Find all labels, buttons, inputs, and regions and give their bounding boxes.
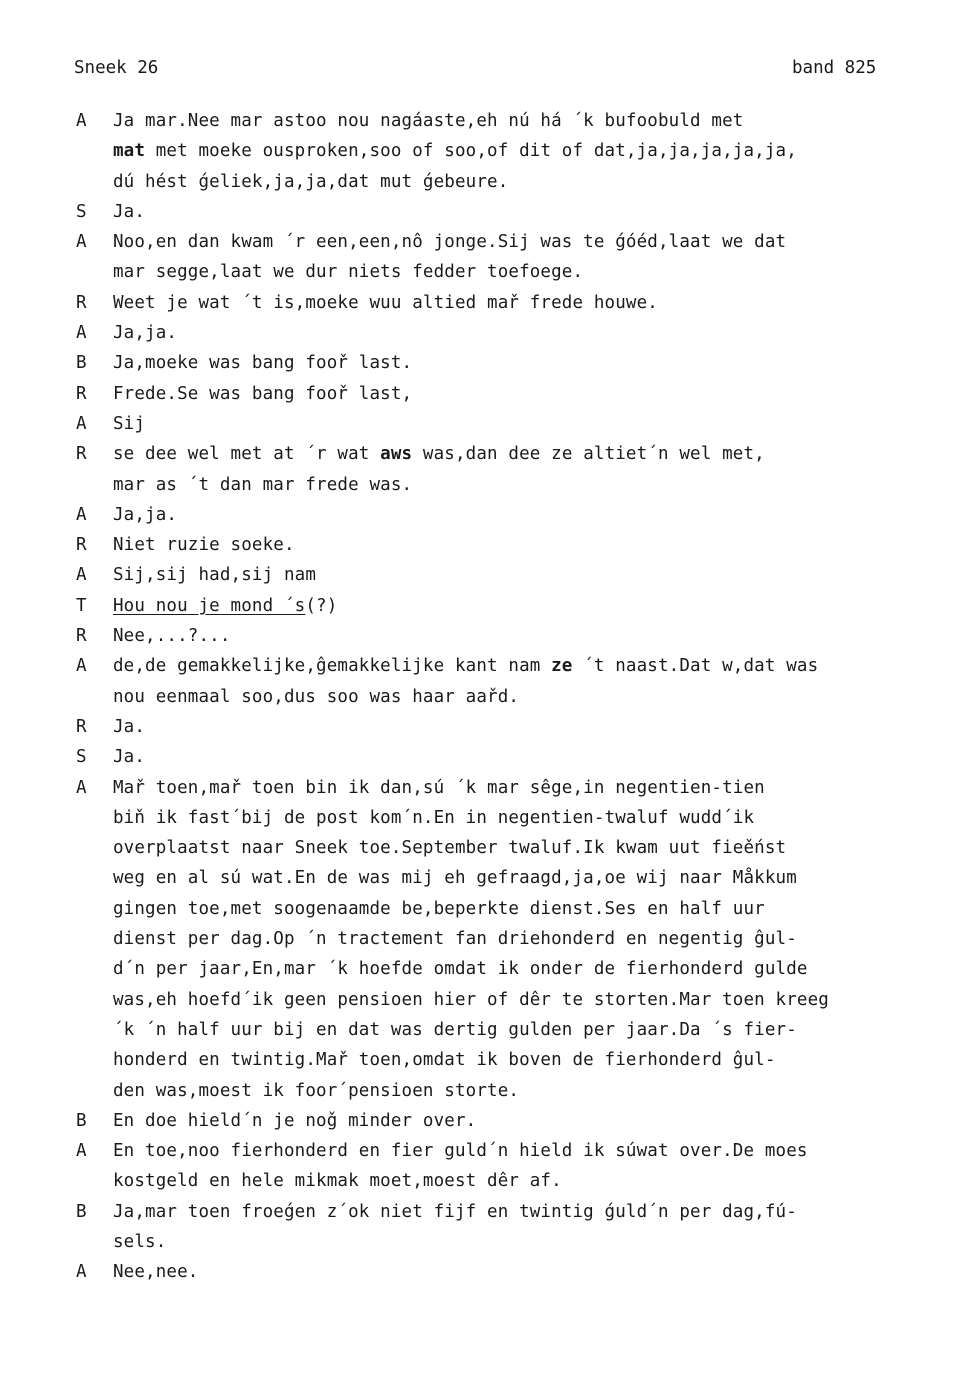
transcript-line — [0, 136, 973, 166]
transcript-line — [0, 379, 973, 409]
line-text-main: ´k ´n half uur bij en dat was dertig gulden per jaar.Da ´s fier- — [113, 1019, 797, 1040]
speaker-label: R — [76, 383, 87, 404]
line-text-main: Ja,mar toen froeǵen z´ok niet fijf en twintig ǵuld´n per dag,fú- — [113, 1201, 797, 1222]
underlined-text: Hou nou je mond ´s — [113, 595, 306, 616]
transcript-line — [0, 1076, 973, 1106]
line-text — [113, 924, 797, 954]
speaker-label: B — [76, 1110, 87, 1131]
line-text-main: mar as ´t dan mar frede was. — [113, 474, 413, 495]
line-text-main: Ja,ja. — [113, 323, 178, 344]
speaker-label: A — [76, 656, 87, 677]
line-text-main: Ja. — [113, 201, 146, 222]
line-text-prefix: de,de gemakkelijke,ĝemakkelijke kant nam — [113, 656, 552, 677]
transcript-line — [0, 500, 973, 530]
transcript-line — [0, 197, 973, 227]
transcript-line — [0, 1106, 973, 1136]
line-text-main: Ja,ja. — [113, 504, 178, 525]
speaker-label: S — [76, 747, 87, 768]
line-text-main: Nee,nee. — [113, 1262, 199, 1283]
line-text — [113, 470, 412, 500]
line-text — [113, 621, 231, 651]
speaker-label: A — [76, 413, 87, 434]
header-tape-number: band 825 — [792, 58, 877, 78]
speaker-label: A — [76, 111, 87, 131]
transcript-line — [0, 1257, 973, 1287]
line-text-main: Sij — [113, 413, 146, 434]
speaker-label: S — [76, 201, 87, 222]
transcript-line — [0, 530, 973, 560]
line-text-main: den was,moest ik foor´pensioen storte. — [113, 1080, 520, 1101]
transcript-body — [0, 106, 973, 1288]
speaker-label: A — [76, 1262, 87, 1283]
line-text — [113, 379, 412, 409]
line-text — [113, 197, 145, 227]
line-text-main: weg en al sú wat.En de was mij eh gefraagd,ja,oe wij naar Måkkum — [113, 868, 797, 889]
speaker-label: A — [76, 777, 87, 798]
line-text — [113, 409, 145, 439]
transcript-line — [0, 985, 973, 1015]
transcript-line — [0, 742, 973, 772]
line-text-main: d´n per jaar,En,mar ´k hoefde omdat ik onder de fierhonderd gulde — [113, 959, 808, 980]
line-text-prefix: se dee wel met at ´r wat — [113, 444, 381, 465]
overtyped-word: mat — [113, 141, 146, 162]
line-text — [113, 500, 177, 530]
line-text-main: En doe hield´n je noǧ minder over. — [113, 1110, 477, 1131]
transcript-line — [0, 591, 973, 621]
line-text-main: Mař toen,mař toen bin ik dan,sú ´k mar sêge,in negentien-tien — [113, 777, 765, 798]
transcript-line — [0, 651, 973, 681]
line-text — [113, 1197, 797, 1227]
line-text-main: Nee,...?... — [113, 626, 231, 647]
line-text — [113, 1106, 476, 1136]
line-text — [113, 1076, 519, 1106]
transcript-line — [0, 439, 973, 469]
speaker-label: R — [76, 535, 87, 556]
line-text-main: dú hést ǵeliek,ja,ja,dat mut ǵebeure. — [113, 171, 509, 192]
transcript-line — [0, 621, 973, 651]
line-text — [113, 1045, 776, 1075]
transcript-line — [0, 773, 973, 803]
line-text-main: Niet ruzie soeke. — [113, 535, 295, 556]
overtyped-word: aws — [380, 444, 413, 465]
transcript-line — [0, 712, 973, 742]
header-location: Sneek 26 — [74, 58, 159, 78]
line-text-main: dienst per dag.Op ´n tractement fan driehonderd en negentig ĝul- — [113, 929, 797, 950]
speaker-label: A — [76, 232, 87, 253]
line-text-main: overplaatst naar Sneek toe.September twaluf.Ik kwam uut fieěńst — [113, 838, 787, 859]
line-text-main: Noo,en dan kwam ´r een,een,nô jonge.Sij was te ǵóéd,laat we dat — [113, 232, 787, 253]
line-text-main: nou eenmaal soo,dus soo was haar aařd. — [113, 686, 520, 707]
line-text — [113, 1015, 797, 1045]
line-text — [113, 985, 829, 1015]
line-text — [113, 1227, 166, 1257]
overtyped-word: ze — [551, 656, 573, 677]
speaker-label: A — [76, 565, 87, 586]
line-text-main: (?) — [305, 595, 338, 616]
line-text-main: biň ik fast´bij de post kom´n.En in negentien-twaluf wudd´ik — [113, 807, 755, 828]
line-text — [113, 257, 583, 287]
transcript-line — [0, 227, 973, 257]
transcript-line — [0, 803, 973, 833]
transcript-line — [0, 863, 973, 893]
line-text-main: Weet je wat ´t is,moeke wuu altied mař frede houwe. — [113, 292, 658, 313]
line-text — [113, 651, 818, 681]
line-text — [113, 833, 786, 863]
line-text-main: Sij,sij had,sij nam — [113, 565, 317, 586]
line-text — [113, 348, 412, 378]
line-text — [113, 227, 786, 257]
transcript-line — [0, 833, 973, 863]
transcript-line — [0, 560, 973, 590]
speaker-label: A — [76, 504, 87, 525]
speaker-label: B — [76, 1201, 87, 1222]
line-text — [113, 591, 337, 621]
line-text — [113, 894, 765, 924]
line-text-main: honderd en twintig.Mař toen,omdat ik boven de fierhonderd ĝul- — [113, 1050, 776, 1071]
line-text-main: ´t naast.Dat w,dat was — [572, 656, 819, 677]
transcript-line — [0, 1197, 973, 1227]
transcript-line — [0, 924, 973, 954]
transcript-line — [0, 894, 973, 924]
line-text-main: sels. — [113, 1231, 167, 1252]
line-text — [113, 1166, 562, 1196]
line-text-main: En toe,noo fierhonderd en fier guld´n hield ik súwat over.De moes — [113, 1141, 808, 1162]
line-text — [113, 682, 519, 712]
line-text — [113, 1136, 808, 1166]
line-text-main: Frede.Se was bang fooř last, — [113, 383, 413, 404]
line-text-main: met moeke ousproken,soo of soo,of dit of dat,ja,ja,ja,ja,ja, — [145, 141, 797, 162]
line-text-main: Ja,moeke was bang fooř last. — [113, 353, 413, 374]
line-text-main: was,dan dee ze altiet´n wel met, — [412, 444, 765, 465]
transcript-line — [0, 470, 973, 500]
transcript-line — [0, 1227, 973, 1257]
speaker-label: R — [76, 292, 87, 313]
line-text — [113, 1257, 199, 1287]
line-text — [113, 167, 508, 197]
line-text — [113, 288, 658, 318]
transcript-line — [0, 167, 973, 197]
line-text — [113, 318, 177, 348]
transcript-line — [0, 409, 973, 439]
transcript-line — [0, 348, 973, 378]
transcript-line — [0, 1015, 973, 1045]
line-text — [113, 773, 765, 803]
speaker-label: R — [76, 626, 87, 647]
line-text — [113, 439, 765, 469]
line-text-main: kostgeld en hele mikmak moet,moest dêr af. — [113, 1171, 562, 1192]
line-text-main: Ja mar.Nee mar astoo nou nagáaste,eh nú há ´k bufoobuld met — [113, 111, 744, 131]
transcript-line — [0, 257, 973, 287]
line-text — [113, 560, 316, 590]
transcript-line — [0, 1136, 973, 1166]
transcript-line — [0, 1045, 973, 1075]
transcript-line — [0, 106, 973, 136]
line-text — [113, 803, 754, 833]
line-text-main: Ja. — [113, 747, 146, 768]
line-text-main: mar segge,laat we dur niets fedder toefoege. — [113, 262, 584, 283]
transcript-line — [0, 288, 973, 318]
line-text-main: gingen toe,met soogenaamde be,beperkte dienst.Ses en half uur — [113, 898, 765, 919]
speaker-label: T — [76, 595, 87, 616]
speaker-label: R — [76, 716, 87, 737]
line-text — [113, 106, 743, 136]
line-text — [113, 712, 145, 742]
transcript-line — [0, 954, 973, 984]
line-text-main: was,eh hoefd´ik geen pensioen hier of dêr te storten.Mar toen kreeg — [113, 989, 829, 1010]
line-text-main: Ja. — [113, 716, 146, 737]
transcript-line — [0, 1166, 973, 1196]
transcript-line — [0, 682, 973, 712]
line-text — [113, 863, 797, 893]
line-text — [113, 136, 797, 166]
speaker-label: A — [76, 323, 87, 344]
speaker-label: B — [76, 353, 87, 374]
line-text — [113, 954, 808, 984]
speaker-label: A — [76, 1141, 87, 1162]
transcript-line — [0, 318, 973, 348]
speaker-label: R — [76, 444, 87, 465]
line-text — [113, 742, 145, 772]
line-text — [113, 530, 295, 560]
